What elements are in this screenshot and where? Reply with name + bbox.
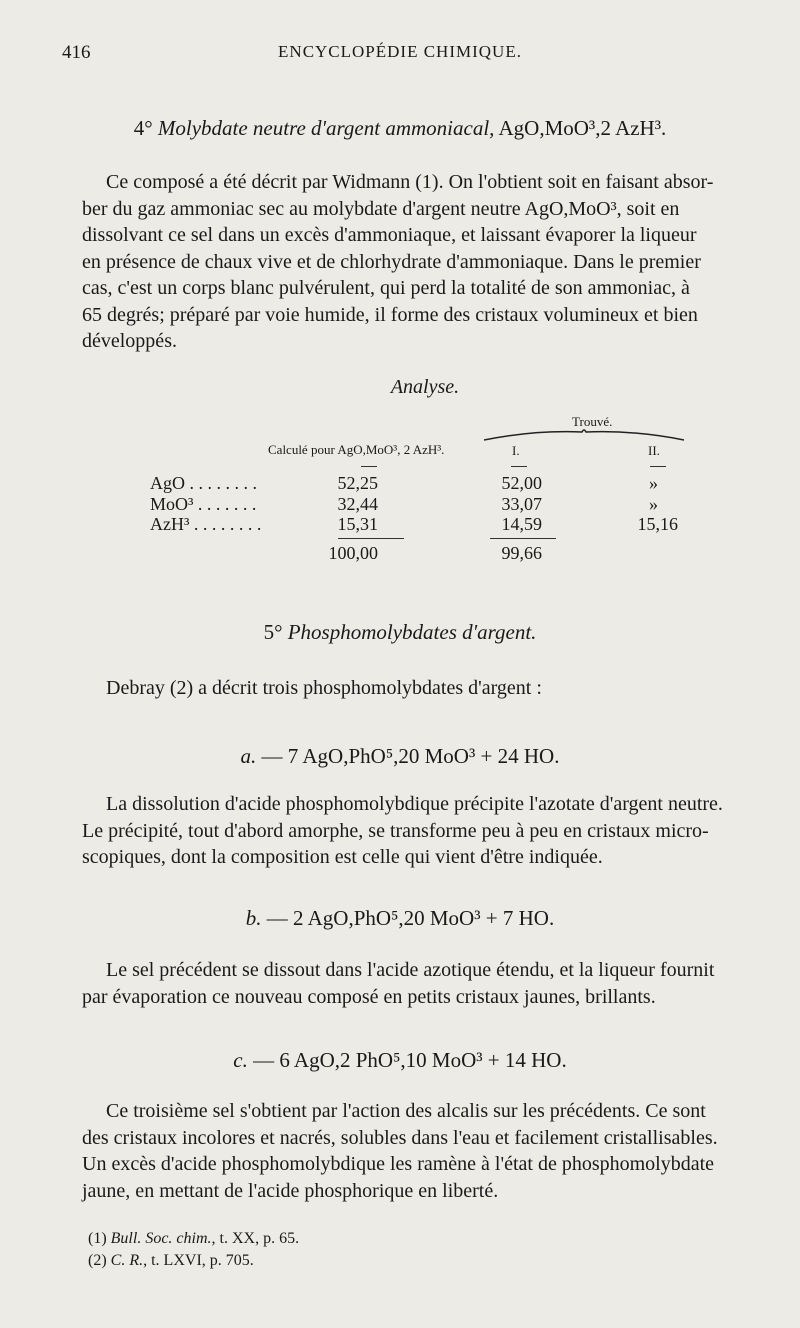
- row-ii-value: »: [649, 494, 658, 514]
- row-label-azh3: AzH³ . . . . . . . .: [150, 514, 262, 534]
- row-i-value: 33,07: [501, 494, 542, 514]
- analysis-title: Analyse.: [390, 376, 460, 398]
- row-i-value: 52,00: [501, 473, 542, 493]
- footnote-1-source: Bull. Soc. chim.: [110, 1230, 212, 1247]
- section-5-heading: [0, 620, 800, 645]
- total-i-value: 99,66: [501, 543, 542, 563]
- row-ii-value: 15,16: [637, 514, 678, 534]
- formula-c: [0, 1048, 800, 1073]
- paragraph-1-line: cas, c'est un corps blanc pulvérulent, qui perd la totalité de son ammoniac, à: [82, 277, 690, 299]
- row-ii-value: »: [649, 473, 658, 493]
- header-dash: [650, 466, 666, 467]
- found-brace: [484, 428, 684, 442]
- paragraph-3: [82, 791, 762, 871]
- header-dash: [511, 466, 527, 467]
- running-title: ENCYCLOPÉDIE CHIMIQUE.: [278, 42, 522, 61]
- paragraph-2-text: Debray (2) a décrit trois phosphomolybdates d'argent :: [106, 677, 542, 699]
- footnote-1: (1) Bull. Soc. chim., t. XX, p. 65.: [88, 1230, 300, 1247]
- row-calc-value: 15,31: [337, 514, 378, 534]
- header-dash: [361, 466, 377, 467]
- formula-c-letter: c.: [233, 1048, 248, 1072]
- calc-header: Calculé pour AgO,MoO³, 2 AzH³.: [268, 442, 445, 457]
- col-1-header: I.: [512, 443, 520, 458]
- row-label-moo3: MoO³ . . . . . . .: [150, 494, 257, 514]
- paragraph-4-line: Le sel précédent se dissout dans l'acide azotique étendu, et la liqueur fournit: [106, 959, 715, 981]
- row-label-ago: AgO . . . . . . . .: [150, 473, 257, 493]
- paragraph-5-line: jaune, en mettant de l'acide phosphorique en liberté.: [82, 1179, 499, 1202]
- formula-a: [0, 744, 800, 769]
- sum-rule: [338, 538, 404, 539]
- paragraph-1-line: Ce composé a été décrit par Widmann (1). On l'obtient soit en faisant absor-: [106, 171, 714, 193]
- col-2-header: II.: [648, 443, 660, 458]
- paragraph-1-line: développés.: [82, 330, 177, 352]
- paragraph-5-line: Un excès d'acide phosphomolybdique les ramène à l'état de phosphomolybdate: [82, 1153, 715, 1175]
- section-4-formula: AgO,MoO³,2 AzH³.: [498, 116, 667, 140]
- page-number: 416: [62, 42, 91, 63]
- section-4-number: 4°: [133, 116, 153, 140]
- paragraph-4: [82, 957, 762, 1010]
- row-calc-value: 52,25: [337, 473, 378, 493]
- paragraph-1-line: ber du gaz ammoniac sec au molybdate d'argent neutre AgO,MoO³, soit en: [82, 197, 680, 220]
- paragraph-2: [82, 675, 762, 702]
- section-4-title: Molybdate neutre d'argent ammoniacal,: [157, 116, 495, 140]
- paragraph-3-line: scopiques, dont la composition est celle qui vient d'être indiquée.: [82, 846, 603, 868]
- paragraph-5-line: Ce troisième sel s'obtient par l'action des alcalis sur les précédents. Ce sont: [106, 1100, 706, 1122]
- paragraph-5-line: des cristaux incolores et nacrés, solubles dans l'eau et facilement cristallisables.: [82, 1126, 718, 1149]
- paragraph-5: [82, 1098, 762, 1204]
- paragraph-4-line: par évaporation ce nouveau composé en petits cristaux jaunes, brillants.: [82, 985, 656, 1008]
- formula-b-text: — 2 AgO,PhO⁵,20 MoO³ + 7 HO.: [266, 906, 555, 930]
- footnote-2: (2) C. R., t. LXVI, p. 705.: [88, 1252, 254, 1269]
- footnote-2-source: C. R.: [110, 1252, 144, 1269]
- formula-b-letter: b.: [245, 906, 262, 930]
- paragraph-1-line: en présence de chaux vive et de chlorhydrate d'ammoniaque. Dans le premier: [82, 250, 701, 273]
- sum-rule: [490, 538, 556, 539]
- section-4-heading: [0, 116, 800, 141]
- formula-b: [0, 906, 800, 931]
- row-i-value: 14,59: [501, 514, 542, 534]
- paragraph-3-line: Le précipité, tout d'abord amorphe, se transforme peu à peu en cristaux micro-: [82, 819, 709, 842]
- total-calc-value: 100,00: [328, 543, 378, 563]
- found-header: Trouvé.: [572, 414, 613, 429]
- row-calc-value: 32,44: [337, 494, 378, 514]
- formula-c-text: — 6 AgO,2 PhO⁵,10 MoO³ + 14 HO.: [253, 1048, 567, 1072]
- paragraph-1: [82, 169, 762, 355]
- paragraph-1-line: 65 degrés; préparé par voie humide, il forme des cristaux volumineux et bien: [82, 303, 698, 326]
- paragraph-3-line: La dissolution d'acide phosphomolybdique précipite l'azotate d'argent neutre.: [106, 793, 723, 815]
- paragraph-1-line: dissolvant ce sel dans un excès d'ammoniaque, et laissant évaporer la liqueur: [82, 224, 697, 246]
- section-5-title: Phosphomolybdates d'argent.: [287, 620, 537, 644]
- section-5-number: 5°: [263, 620, 283, 644]
- formula-a-letter: a.: [240, 744, 257, 768]
- formula-a-text: — 7 AgO,PhO⁵,20 MoO³ + 24 HO.: [261, 744, 560, 768]
